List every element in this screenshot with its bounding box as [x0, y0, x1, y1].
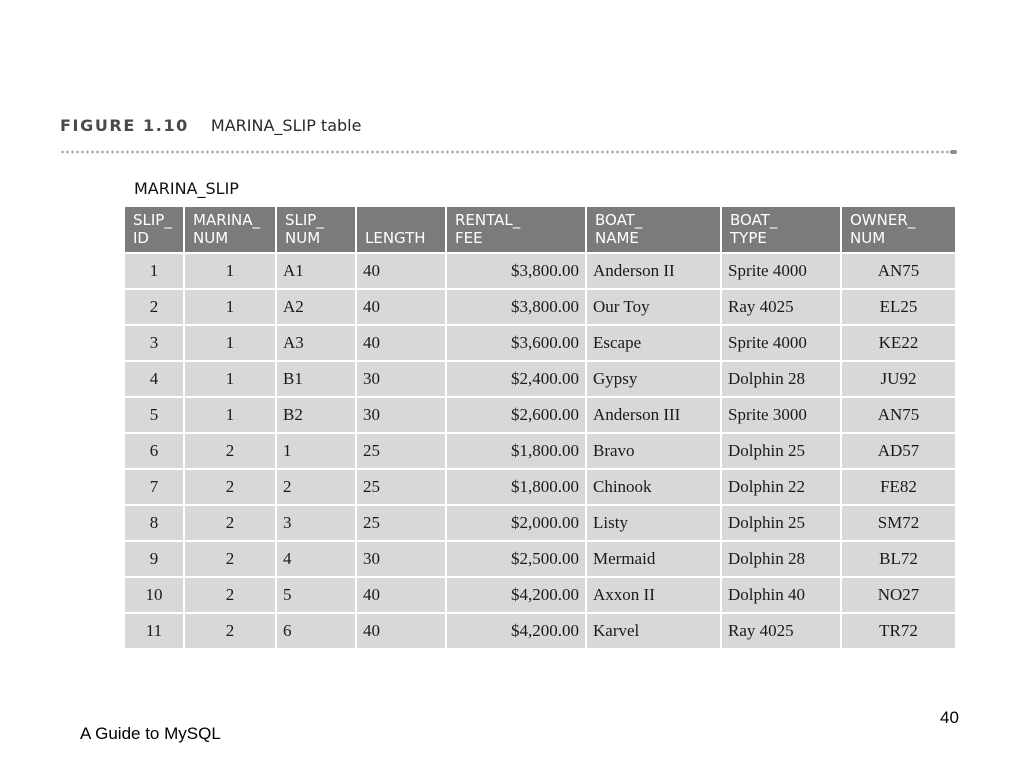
cell-boat-type: Sprite 4000: [721, 325, 841, 361]
footer-book-title: A Guide to MySQL: [80, 724, 221, 743]
cell-boat-type: Sprite 4000: [721, 253, 841, 289]
cell-slip-num: B1: [276, 361, 356, 397]
cell-length: 40: [356, 325, 446, 361]
table-row: [124, 433, 956, 469]
table-row: [124, 613, 956, 649]
cell-marina-num: 1: [184, 397, 276, 433]
cell-owner-num: JU92: [841, 361, 956, 397]
cell-boat-name: Karvel: [586, 613, 721, 649]
marina-slip-table: [123, 205, 957, 650]
table-row: [124, 397, 956, 433]
cell-length: 30: [356, 541, 446, 577]
cell-boat-type: Ray 4025: [721, 289, 841, 325]
cell-slip-num: 4: [276, 541, 356, 577]
column-header-boat-type: BOAT_ TYPE: [721, 206, 841, 253]
cell-slip-num: A2: [276, 289, 356, 325]
cell-owner-num: BL72: [841, 541, 956, 577]
cell-rental-fee: $3,600.00: [446, 325, 586, 361]
cell-rental-fee: $2,400.00: [446, 361, 586, 397]
table-row: [124, 253, 956, 289]
cell-owner-num: KE22: [841, 325, 956, 361]
figure-heading: [60, 116, 361, 136]
table-header-row: [124, 206, 956, 253]
column-header-slip-num: SLIP_ NUM: [276, 206, 356, 253]
cell-marina-num: 2: [184, 541, 276, 577]
cell-marina-num: 2: [184, 505, 276, 541]
cell-marina-num: 1: [184, 253, 276, 289]
cell-length: 30: [356, 361, 446, 397]
table-row: [124, 361, 956, 397]
cell-slip-id: 10: [124, 577, 184, 613]
cell-slip-id: 2: [124, 289, 184, 325]
cell-marina-num: 2: [184, 577, 276, 613]
cell-boat-name: Bravo: [586, 433, 721, 469]
cell-slip-id: 1: [124, 253, 184, 289]
figure-caption: MARINA_SLIP table: [210, 116, 362, 135]
cell-slip-id: 7: [124, 469, 184, 505]
cell-owner-num: NO27: [841, 577, 956, 613]
cell-rental-fee: $2,500.00: [446, 541, 586, 577]
cell-boat-type: Dolphin 22: [721, 469, 841, 505]
table-row: [124, 469, 956, 505]
cell-owner-num: TR72: [841, 613, 956, 649]
table-row: [124, 325, 956, 361]
cell-length: 25: [356, 469, 446, 505]
table-row: [124, 505, 956, 541]
cell-length: 40: [356, 577, 446, 613]
cell-slip-id: 5: [124, 397, 184, 433]
figure-number: FIGURE 1.10: [60, 116, 189, 135]
cell-owner-num: AN75: [841, 253, 956, 289]
cell-owner-num: AD57: [841, 433, 956, 469]
cell-length: 25: [356, 505, 446, 541]
cell-owner-num: SM72: [841, 505, 956, 541]
cell-rental-fee: $1,800.00: [446, 469, 586, 505]
cell-slip-id: 4: [124, 361, 184, 397]
cell-owner-num: EL25: [841, 289, 956, 325]
cell-slip-num: 1: [276, 433, 356, 469]
cell-boat-type: Ray 4025: [721, 613, 841, 649]
cell-slip-num: 2: [276, 469, 356, 505]
table-row: [124, 541, 956, 577]
cell-marina-num: 1: [184, 361, 276, 397]
cell-boat-type: Dolphin 25: [721, 505, 841, 541]
dotted-divider: [60, 150, 953, 154]
cell-boat-name: Mermaid: [586, 541, 721, 577]
cell-boat-name: Listy: [586, 505, 721, 541]
cell-boat-type: Dolphin 25: [721, 433, 841, 469]
cell-marina-num: 2: [184, 613, 276, 649]
column-header-owner-num: OWNER_ NUM: [841, 206, 956, 253]
column-header-boat-name: BOAT_ NAME: [586, 206, 721, 253]
cell-rental-fee: $3,800.00: [446, 253, 586, 289]
cell-slip-num: B2: [276, 397, 356, 433]
cell-boat-type: Dolphin 28: [721, 361, 841, 397]
column-header-marina-num: MARINA_ NUM: [184, 206, 276, 253]
cell-slip-id: 3: [124, 325, 184, 361]
table-row: [124, 289, 956, 325]
cell-boat-type: Sprite 3000: [721, 397, 841, 433]
column-header-slip-id: SLIP_ ID: [124, 206, 184, 253]
cell-rental-fee: $2,600.00: [446, 397, 586, 433]
dotted-divider-end: [950, 150, 957, 154]
cell-marina-num: 1: [184, 325, 276, 361]
cell-rental-fee: $1,800.00: [446, 433, 586, 469]
cell-length: 40: [356, 253, 446, 289]
cell-boat-name: Gypsy: [586, 361, 721, 397]
cell-boat-type: Dolphin 28: [721, 541, 841, 577]
cell-slip-num: A3: [276, 325, 356, 361]
cell-boat-name: Axxon II: [586, 577, 721, 613]
cell-rental-fee: $2,000.00: [446, 505, 586, 541]
table-name-label: MARINA_SLIP: [134, 179, 239, 198]
cell-marina-num: 2: [184, 433, 276, 469]
cell-rental-fee: $3,800.00: [446, 289, 586, 325]
column-header-length: LENGTH: [356, 206, 446, 253]
cell-slip-id: 11: [124, 613, 184, 649]
cell-boat-name: Anderson III: [586, 397, 721, 433]
page-number: 40: [940, 708, 959, 727]
cell-rental-fee: $4,200.00: [446, 577, 586, 613]
cell-slip-num: 3: [276, 505, 356, 541]
cell-length: 40: [356, 289, 446, 325]
cell-boat-name: Chinook: [586, 469, 721, 505]
cell-slip-id: 8: [124, 505, 184, 541]
cell-slip-id: 6: [124, 433, 184, 469]
cell-rental-fee: $4,200.00: [446, 613, 586, 649]
cell-boat-name: Escape: [586, 325, 721, 361]
cell-slip-num: 6: [276, 613, 356, 649]
cell-owner-num: AN75: [841, 397, 956, 433]
table-row: [124, 577, 956, 613]
cell-length: 40: [356, 613, 446, 649]
cell-slip-id: 9: [124, 541, 184, 577]
cell-owner-num: FE82: [841, 469, 956, 505]
cell-length: 25: [356, 433, 446, 469]
cell-length: 30: [356, 397, 446, 433]
cell-boat-name: Our Toy: [586, 289, 721, 325]
cell-marina-num: 1: [184, 289, 276, 325]
cell-boat-name: Anderson II: [586, 253, 721, 289]
cell-slip-num: 5: [276, 577, 356, 613]
cell-slip-num: A1: [276, 253, 356, 289]
column-header-rental-fee: RENTAL_ FEE: [446, 206, 586, 253]
cell-boat-type: Dolphin 40: [721, 577, 841, 613]
cell-marina-num: 2: [184, 469, 276, 505]
